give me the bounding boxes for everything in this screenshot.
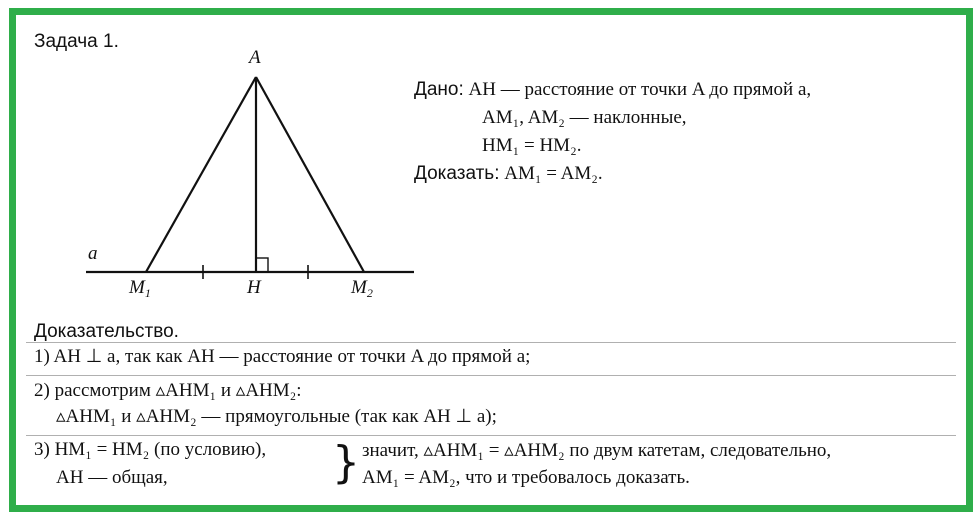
proof-step-3a-right: значит, ▵AHM₁ = ▵AHM₂ по двум катетам, следовательно, [362, 440, 832, 461]
prove-line [414, 163, 603, 185]
curly-brace: } [332, 437, 360, 488]
right-angle-mark [256, 258, 268, 272]
proof-step-3a-left: 3) HM₁ = HM₂ (по условию), [34, 439, 267, 460]
proof-step-1: 1) AH ⊥ a, так как AH — расстояние от точки A до прямой a; [34, 346, 531, 367]
divider-3 [26, 435, 956, 436]
given-label: Дано: [414, 79, 464, 100]
prove-label: Доказать: [414, 163, 500, 184]
divider-2 [26, 375, 956, 376]
prove-text: AM₁ = AM₂. [504, 163, 603, 184]
point-label-M1: $M_1$ [129, 277, 151, 300]
proof-step-2a: 2) рассмотрим ▵AHM₁ и ▵AHM₂: [34, 380, 302, 401]
point-label-M2: $M_2$ [351, 277, 373, 300]
proof-step-2b: ▵AHM₁ и ▵AHM₂ — прямоугольные (так как AH ⊥ a); [56, 406, 497, 427]
proof-title: Доказательство. [34, 321, 179, 342]
given-line-2: AM₁, AM₂ — наклонные, [482, 107, 687, 128]
given-line-3: HM₁ = HM₂. [482, 135, 582, 156]
task-title: Задача 1. [34, 31, 119, 52]
task-frame [9, 8, 973, 512]
point-label-A: A [249, 47, 261, 68]
segment-AM1 [146, 77, 256, 272]
line-label-a: a [88, 243, 98, 264]
proof-step-3b-right: AM₁ = AM₂, что и требовалось доказать. [362, 467, 690, 488]
given-line-1 [414, 79, 811, 101]
given-text-1: AH — расстояние от точки A до прямой a, [468, 79, 812, 100]
segment-AM2 [256, 77, 364, 272]
divider-1 [26, 342, 956, 343]
point-label-H: H [247, 277, 261, 298]
proof-step-3b-left: AH — общая, [56, 467, 168, 488]
